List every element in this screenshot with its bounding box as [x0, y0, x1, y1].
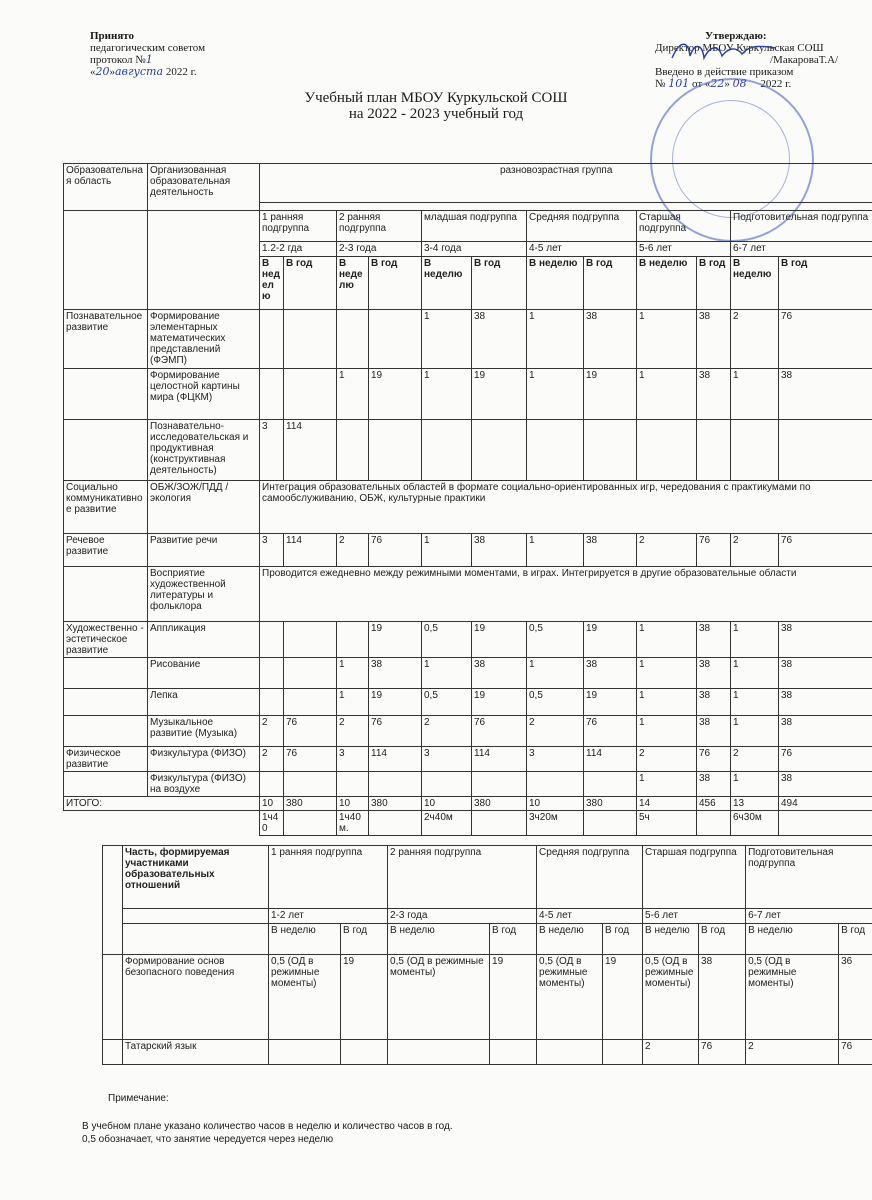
value-cell: 1: [637, 369, 697, 420]
subgroup-header: 2 ранняя подгруппа: [388, 846, 537, 909]
value-cell: 2: [260, 716, 284, 747]
value-cell: 19: [369, 622, 422, 658]
value-cell: 76: [697, 747, 731, 772]
page-title: Учебный план МБОУ Куркульской СОШ на 2022 - 2023 учебный год: [304, 90, 568, 122]
value-cell: 38: [472, 310, 527, 369]
value-cell: [369, 772, 422, 797]
unit-row: [103, 924, 872, 955]
value-cell: 38: [697, 369, 731, 420]
variable-part-table: [102, 845, 872, 1065]
activity-cell: Татарский язык: [123, 1040, 269, 1065]
value-cell: [388, 1040, 490, 1065]
value-cell: 1: [637, 772, 697, 797]
subgroup-row: [64, 211, 872, 242]
blank-cell: [697, 811, 731, 836]
value-cell: 38: [697, 658, 731, 689]
value-cell: 38: [697, 689, 731, 716]
value-cell: [472, 772, 527, 797]
unit-header: В год: [779, 257, 872, 310]
unit-header: В год: [699, 924, 746, 955]
value-cell: 38: [779, 716, 872, 747]
value-cell: [337, 622, 369, 658]
unit-header: В год: [490, 924, 537, 955]
protocol-line: протокол №1: [90, 53, 153, 66]
unit-header: В год: [584, 257, 637, 310]
signature-icon: [670, 38, 780, 66]
blank-cell: [123, 909, 269, 924]
total-cell: 380: [472, 797, 527, 811]
value-cell: 76: [779, 747, 872, 772]
value-cell: 38: [584, 534, 637, 567]
value-cell: 76: [284, 716, 337, 747]
unit-header: В неделю: [422, 257, 472, 310]
subgroup-header: Средняя подгруппа: [537, 846, 643, 909]
total-label: ИТОГО:: [64, 797, 260, 811]
area-header: Образовательная область: [64, 164, 148, 211]
table-row: [64, 369, 872, 420]
activity-header: Организованная образовательная деятельность: [148, 164, 260, 211]
value-cell: 76: [779, 310, 872, 369]
value-cell: 38: [779, 369, 872, 420]
group-spacer: [260, 202, 872, 210]
director-name: /МакароваТ.А/: [770, 54, 839, 66]
age-header: 6-7 лет: [731, 242, 872, 257]
value-cell: 19: [472, 622, 527, 658]
subgroup-header: младшая подгруппа: [422, 211, 527, 242]
approve-label: Утверждаю:: [705, 30, 767, 42]
value-cell: [422, 772, 472, 797]
unit-header: В неделю: [388, 924, 490, 955]
age-header: 5-6 лет: [643, 909, 746, 924]
area-cell: [64, 716, 148, 747]
value-cell: [779, 420, 872, 481]
value-cell: 114: [284, 534, 337, 567]
value-cell: 19: [603, 955, 643, 1040]
activity-cell: Аппликация: [148, 622, 260, 658]
area-cell: [64, 658, 148, 689]
value-cell: 0,5 (ОД в режимные моменты): [746, 955, 839, 1040]
value-cell: 38: [472, 658, 527, 689]
value-cell: 1: [731, 689, 779, 716]
value-cell: [637, 420, 697, 481]
value-cell: 76: [584, 716, 637, 747]
value-cell: 19: [472, 689, 527, 716]
value-cell: 1: [527, 658, 584, 689]
activity-cell: Восприятие художественной литературы и фольклора: [148, 567, 260, 622]
accepted-block: [90, 30, 205, 78]
area-cell: Художественно - эстетическое развитие: [64, 622, 148, 658]
activity-cell: Лепка: [148, 689, 260, 716]
value-cell: [584, 420, 637, 481]
value-cell: 1: [731, 369, 779, 420]
notes-text: В учебном плане указано количество часов в неделю и количество часов в год. 0,5 обозначает, что занятие чередуется через неделю: [82, 1121, 453, 1145]
value-cell: [284, 772, 337, 797]
table-row: [64, 310, 872, 369]
value-cell: [337, 310, 369, 369]
value-cell: 76: [699, 1040, 746, 1065]
unit-header: В неделю: [731, 257, 779, 310]
notes-label: Примечание:: [108, 1093, 169, 1104]
value-cell: 19: [472, 369, 527, 420]
value-cell: [337, 420, 369, 481]
value-cell: 0,5: [422, 689, 472, 716]
integration-cell: Проводится ежедневно между режимными моментами, в играх. Интегрируется в другие образовательные области: [260, 567, 872, 622]
value-cell: [284, 310, 337, 369]
table-row: [64, 772, 872, 797]
value-cell: [260, 310, 284, 369]
blank-cell: [103, 955, 123, 1040]
value-cell: 19: [369, 689, 422, 716]
blank-cell: [103, 846, 123, 955]
unit-header: В год: [697, 257, 731, 310]
area-cell: Физическое развитие: [64, 747, 148, 772]
value-cell: 2: [643, 1040, 699, 1065]
total-cell: 10: [260, 797, 284, 811]
order-label: Введено в действие приказом: [655, 66, 794, 78]
blank-cell: [584, 811, 637, 836]
value-cell: [584, 772, 637, 797]
area-cell: [64, 369, 148, 420]
value-cell: 1: [422, 658, 472, 689]
time-cell: 6ч30м: [731, 811, 779, 836]
value-cell: [284, 658, 337, 689]
value-cell: 19: [584, 369, 637, 420]
value-cell: 76: [369, 716, 422, 747]
value-cell: [260, 658, 284, 689]
total-cell: 456: [697, 797, 731, 811]
activity-cell: Формирование элементарных математических представлений (ФЭМП): [148, 310, 260, 369]
age-header: 6-7 лет: [746, 909, 872, 924]
total-cell: 10: [422, 797, 472, 811]
header-row: [103, 846, 872, 909]
area-cell: Познавательное развитие: [64, 310, 148, 369]
value-cell: 1: [637, 658, 697, 689]
time-cell: 1ч40 м.: [337, 811, 369, 836]
value-cell: [341, 1040, 388, 1065]
header-row: [64, 164, 872, 203]
accepted-date: «20»августа 2022 г.: [90, 65, 197, 78]
value-cell: 19: [341, 955, 388, 1040]
time-cell: 5ч: [637, 811, 697, 836]
group-header: разновозрастная группа: [260, 164, 872, 203]
curriculum-table: [63, 163, 872, 836]
unit-header: В год: [341, 924, 388, 955]
age-header: 4-5 лет: [527, 242, 637, 257]
value-cell: 2: [422, 716, 472, 747]
value-cell: 114: [284, 420, 337, 481]
value-cell: 38: [779, 658, 872, 689]
value-cell: 1: [422, 310, 472, 369]
total-cell: 380: [284, 797, 337, 811]
director-label: Директор МБОУ Куркульская СОШ: [655, 42, 824, 54]
value-cell: 2: [260, 747, 284, 772]
value-cell: 38: [697, 622, 731, 658]
value-cell: [260, 622, 284, 658]
time-cell: 2ч40м: [422, 811, 472, 836]
time-cell: 3ч20м: [527, 811, 584, 836]
blank-cell: [779, 811, 872, 836]
value-cell: 19: [490, 955, 537, 1040]
value-cell: 1: [422, 369, 472, 420]
value-cell: 1: [637, 716, 697, 747]
blank-cell: [369, 811, 422, 836]
blank-cell: [103, 1040, 123, 1065]
blank-cell: [148, 211, 260, 310]
value-cell: 0,5 (ОД в режимные моменты): [537, 955, 603, 1040]
value-cell: 76: [697, 534, 731, 567]
value-cell: [284, 622, 337, 658]
table-row: [64, 747, 872, 772]
value-cell: 1: [637, 310, 697, 369]
value-cell: [490, 1040, 537, 1065]
value-cell: 38: [697, 310, 731, 369]
subgroup-header: Старшая подгруппа: [637, 211, 731, 242]
subgroup-header: Подготовительная подгруппа: [731, 211, 872, 242]
value-cell: 2: [746, 1040, 839, 1065]
age-header: 3-4 года: [422, 242, 527, 257]
table-row: [64, 481, 872, 534]
value-cell: [527, 772, 584, 797]
value-cell: 2: [337, 716, 369, 747]
value-cell: 2: [731, 310, 779, 369]
value-cell: [697, 420, 731, 481]
area-cell: [64, 567, 148, 622]
value-cell: [269, 1040, 341, 1065]
total-cell: 380: [584, 797, 637, 811]
value-cell: [337, 772, 369, 797]
value-cell: 38: [779, 622, 872, 658]
value-cell: [603, 1040, 643, 1065]
value-cell: 2: [527, 716, 584, 747]
value-cell: 38: [699, 955, 746, 1040]
value-cell: 3: [260, 420, 284, 481]
blank-cell: [64, 811, 260, 836]
value-cell: 0,5 (ОД в режимные моменты): [388, 955, 490, 1040]
value-cell: 2: [637, 534, 697, 567]
table-row: [64, 567, 872, 622]
area-cell: [64, 772, 148, 797]
council-label: педагогическим советом: [90, 42, 206, 54]
table-row: [64, 420, 872, 481]
value-cell: 1: [527, 534, 584, 567]
value-cell: 2: [731, 747, 779, 772]
activity-cell: Формирование целостной картины мира (ФЦКМ): [148, 369, 260, 420]
unit-header: В год: [603, 924, 643, 955]
value-cell: 38: [697, 772, 731, 797]
value-cell: 38: [779, 772, 872, 797]
value-cell: 1: [422, 534, 472, 567]
value-cell: 76: [472, 716, 527, 747]
integration-cell: Интеграция образовательных областей в формате социально-ориентированных игр, чередования с практикумами по самообслуживанию, ОБЖ, культурные практики: [260, 481, 872, 534]
value-cell: [369, 310, 422, 369]
value-cell: 76: [839, 1040, 872, 1065]
value-cell: 0,5: [527, 689, 584, 716]
total-cell: 10: [337, 797, 369, 811]
value-cell: 2: [337, 534, 369, 567]
age-header: 4-5 лет: [537, 909, 643, 924]
time-row: [64, 811, 872, 836]
value-cell: 1: [527, 310, 584, 369]
value-cell: [284, 369, 337, 420]
time-cell: 1ч40: [260, 811, 284, 836]
order-line: № 101 от «22» 08 2022 г.: [655, 77, 792, 90]
unit-header: В год: [472, 257, 527, 310]
part-header: Часть, формируемая участниками образовательных отношений: [123, 846, 269, 909]
value-cell: 2: [731, 534, 779, 567]
unit-header: В год: [369, 257, 422, 310]
value-cell: 76: [284, 747, 337, 772]
value-cell: 1: [337, 369, 369, 420]
value-cell: 0,5 (ОД в режимные моменты): [643, 955, 699, 1040]
value-cell: 38: [697, 716, 731, 747]
total-cell: 380: [369, 797, 422, 811]
subgroup-header: Средняя подгруппа: [527, 211, 637, 242]
accepted-label: Принято: [90, 30, 135, 42]
area-cell: Речевое развитие: [64, 534, 148, 567]
area-cell: [64, 420, 148, 481]
activity-cell: Познавательно-исследовательская и продуктивная (конструктивная деятельность): [148, 420, 260, 481]
value-cell: 38: [369, 658, 422, 689]
value-cell: 3: [527, 747, 584, 772]
age-header: 5-6 лет: [637, 242, 731, 257]
unit-header: В неделю: [527, 257, 584, 310]
value-cell: 1: [337, 689, 369, 716]
value-cell: 1: [731, 622, 779, 658]
age-header: 2-3 года: [388, 909, 537, 924]
subgroup-header: Подготовительная подгруппа: [746, 846, 872, 909]
value-cell: [284, 689, 337, 716]
value-cell: [527, 420, 584, 481]
value-cell: 1: [637, 689, 697, 716]
unit-header: В год: [284, 257, 337, 310]
value-cell: 3: [422, 747, 472, 772]
value-cell: [260, 772, 284, 797]
unit-header: В неделю: [643, 924, 699, 955]
total-cell: 10: [527, 797, 584, 811]
total-row: [64, 797, 872, 811]
subgroup-header: 2 ранняя подгруппа: [337, 211, 422, 242]
blank-cell: [284, 811, 337, 836]
value-cell: 38: [472, 534, 527, 567]
value-cell: 114: [472, 747, 527, 772]
value-cell: 38: [779, 689, 872, 716]
total-cell: 494: [779, 797, 872, 811]
value-cell: 1: [731, 772, 779, 797]
value-cell: 76: [369, 534, 422, 567]
activity-cell: Физкультура (ФИЗО): [148, 747, 260, 772]
value-cell: 2: [637, 747, 697, 772]
protocol-number: 1: [145, 53, 153, 66]
value-cell: 0,5: [527, 622, 584, 658]
unit-header: В неделю: [337, 257, 369, 310]
value-cell: 19: [584, 622, 637, 658]
age-header: 1-2 лет: [269, 909, 388, 924]
value-cell: [369, 420, 422, 481]
blank-cell: [64, 211, 148, 310]
age-header: 2-3 года: [337, 242, 422, 257]
activity-cell: Формирование основ безопасного поведения: [123, 955, 269, 1040]
value-cell: [260, 689, 284, 716]
unit-header: В неделю: [746, 924, 839, 955]
blank-cell: [123, 924, 269, 955]
activity-cell: Физкультура (ФИЗО) на воздухе: [148, 772, 260, 797]
value-cell: 38: [584, 310, 637, 369]
value-cell: 0,5 (ОД в режимные моменты): [269, 955, 341, 1040]
value-cell: 36: [839, 955, 872, 1040]
value-cell: 114: [584, 747, 637, 772]
unit-header: В неделю: [260, 257, 284, 310]
value-cell: [472, 420, 527, 481]
value-cell: 1: [637, 622, 697, 658]
total-cell: 13: [731, 797, 779, 811]
value-cell: 3: [337, 747, 369, 772]
unit-header: В год: [839, 924, 872, 955]
table-row: [64, 622, 872, 658]
value-cell: 3: [260, 534, 284, 567]
table-row: [64, 658, 872, 689]
area-cell: Социально коммуникативное развитие: [64, 481, 148, 534]
value-cell: 114: [369, 747, 422, 772]
table-row: [103, 1040, 872, 1065]
age-header: 1.2-2 гда: [260, 242, 337, 257]
table-row: [64, 716, 872, 747]
activity-cell: Развитие речи: [148, 534, 260, 567]
value-cell: [260, 369, 284, 420]
total-cell: 14: [637, 797, 697, 811]
value-cell: 19: [369, 369, 422, 420]
value-cell: 1: [731, 658, 779, 689]
activity-cell: ОБЖ/ЗОЖ/ПДД /экология: [148, 481, 260, 534]
value-cell: 38: [584, 658, 637, 689]
value-cell: 1: [731, 716, 779, 747]
blank-cell: [472, 811, 527, 836]
table-row: [64, 534, 872, 567]
value-cell: 1: [337, 658, 369, 689]
subgroup-header: Старшая подгруппа: [643, 846, 746, 909]
value-cell: 1: [527, 369, 584, 420]
subgroup-header: 1 ранняя подгруппа: [260, 211, 337, 242]
value-cell: 0,5: [422, 622, 472, 658]
unit-header: В неделю: [537, 924, 603, 955]
value-cell: 76: [779, 534, 872, 567]
value-cell: [731, 420, 779, 481]
unit-header: В неделю: [637, 257, 697, 310]
activity-cell: Рисование: [148, 658, 260, 689]
activity-cell: Музыкальное развитие (Музыка): [148, 716, 260, 747]
age-row: [103, 909, 872, 924]
table-row: [103, 955, 872, 1040]
area-cell: [64, 689, 148, 716]
value-cell: [537, 1040, 603, 1065]
subgroup-header: 1 ранняя подгруппа: [269, 846, 388, 909]
value-cell: 19: [584, 689, 637, 716]
unit-header: В неделю: [269, 924, 341, 955]
table-row: [64, 689, 872, 716]
value-cell: [422, 420, 472, 481]
